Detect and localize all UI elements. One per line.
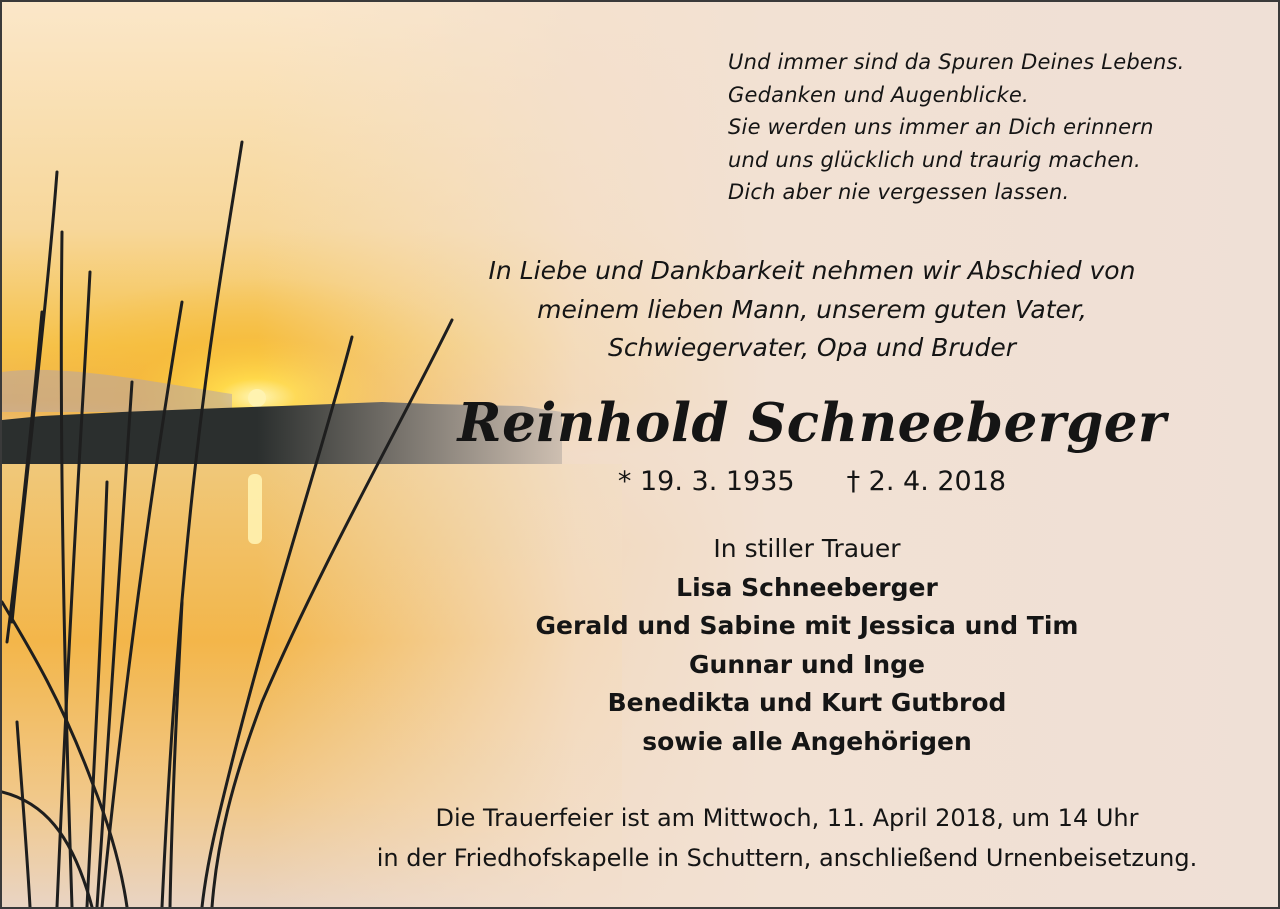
poem-line: Dich aber nie vergessen lassen. xyxy=(728,180,1070,204)
mourner-name: sowie alle Angehörigen xyxy=(642,726,972,756)
poem-line: Gedanken und Augenblicke. xyxy=(728,82,1029,107)
mourners-block xyxy=(402,530,1212,761)
death-date: † 2. 4. 2018 xyxy=(846,466,1007,497)
farewell-text xyxy=(402,252,1222,368)
funeral-service-info xyxy=(302,798,1272,878)
service-line: Die Trauerfeier ist am Mittwoch, 11. April 2018, um 14 Uhr xyxy=(435,804,1139,832)
farewell-line: meinem lieben Mann, unserem guten Vater, xyxy=(537,294,1087,324)
birth-date: * 19. 3. 1935 xyxy=(617,466,795,497)
service-line: in der Friedhofskapelle in Schuttern, anschließend Urnenbeisetzung. xyxy=(376,844,1198,872)
deceased-name: Reinhold Schneeberger xyxy=(457,392,1167,454)
poem-line: Sie werden uns immer an Dich erinnern xyxy=(728,115,1154,139)
mourning-intro: In stiller Trauer xyxy=(713,534,901,563)
mourner-name: Gunnar und Inge xyxy=(689,649,925,679)
poem-line: und uns glücklich und traurig machen. xyxy=(728,147,1141,172)
life-dates xyxy=(402,464,1222,500)
farewell-line: In Liebe und Dankbarkeit nehmen wir Abschied von xyxy=(488,256,1136,285)
mourner-name: Lisa Schneeberger xyxy=(676,572,938,602)
poem-line: Und immer sind da Spuren Deines Lebens. xyxy=(728,50,1185,74)
mourner-name: Benedikta und Kurt Gutbrod xyxy=(607,688,1007,717)
memorial-poem xyxy=(728,46,1268,209)
farewell-line: Schwiegervater, Opa und Bruder xyxy=(607,333,1017,362)
mourner-name: Gerald und Sabine mit Jessica und Tim xyxy=(535,611,1079,640)
